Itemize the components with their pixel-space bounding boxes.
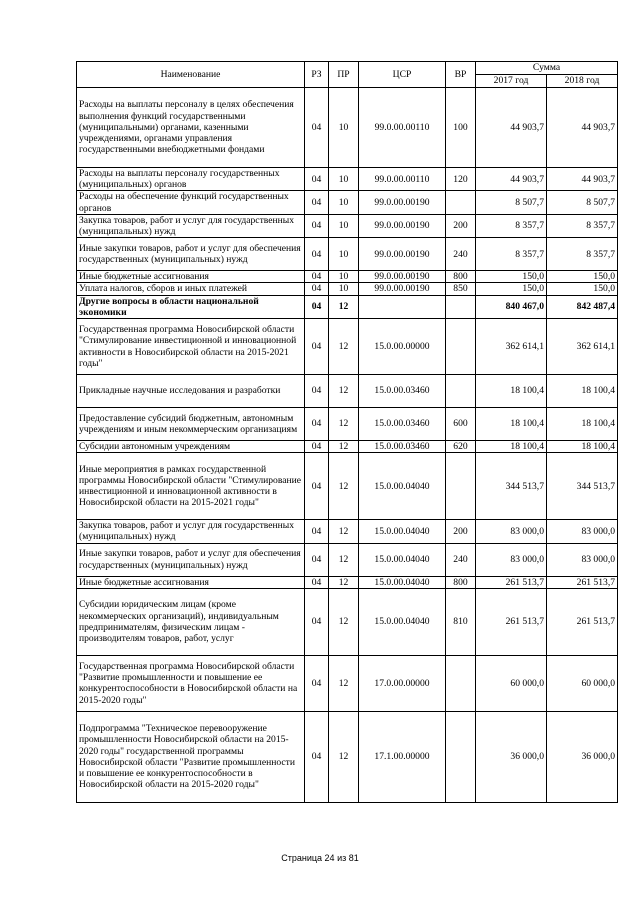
row-name-cell: Иные закупки товаров, работ и услуг для обеспечения государственных (муниципальных) нужд [77, 238, 305, 271]
table-row [77, 655, 618, 711]
row-csr-cell: 15.0.00.03460 [359, 375, 446, 408]
row-name-cell: Прикладные научные исследования и разработки [77, 375, 305, 408]
row-name-cell: Уплата налогов, сборов и иных платежей [77, 283, 305, 295]
table-row [77, 588, 618, 655]
row-amount-2017-cell: 18 100,4 [476, 375, 547, 408]
row-vr-cell: 120 [446, 168, 476, 191]
table-row [77, 168, 618, 191]
row-csr-cell: 15.0.00.03460 [359, 408, 446, 441]
row-rz-cell: 04 [305, 655, 329, 711]
row-amount-2017-cell: 44 903,7 [476, 88, 547, 168]
header-year-2018: 2018 год [547, 75, 618, 88]
row-amount-2018-cell: 44 903,7 [547, 168, 618, 191]
row-amount-2018-cell: 261 513,7 [547, 576, 618, 588]
row-vr-cell [446, 711, 476, 802]
row-name-cell: Государственная программа Новосибирской области "Стимулирование инвестиционной и инновационной активности в Новосибирской области на 2015-2021 годы" [77, 319, 305, 375]
table-row [77, 375, 618, 408]
row-vr-cell: 810 [446, 588, 476, 655]
row-amount-2018-cell: 842 487,4 [547, 295, 618, 318]
row-rz-cell: 04 [305, 375, 329, 408]
row-amount-2017-cell: 150,0 [476, 271, 547, 283]
table-row [77, 214, 618, 237]
row-pr-cell: 12 [329, 576, 359, 588]
row-name-cell: Иные бюджетные ассигнования [77, 576, 305, 588]
row-vr-cell [446, 453, 476, 520]
row-vr-cell: 200 [446, 520, 476, 543]
row-csr-cell: 17.1.00.00000 [359, 711, 446, 802]
row-vr-cell: 620 [446, 441, 476, 453]
row-vr-cell: 240 [446, 543, 476, 576]
row-vr-cell: 800 [446, 271, 476, 283]
row-amount-2017-cell: 83 000,0 [476, 520, 547, 543]
table-row [77, 453, 618, 520]
row-pr-cell: 10 [329, 191, 359, 214]
row-amount-2018-cell: 150,0 [547, 283, 618, 295]
row-amount-2017-cell: 344 513,7 [476, 453, 547, 520]
table-row [77, 520, 618, 543]
row-amount-2017-cell: 36 000,0 [476, 711, 547, 802]
row-rz-cell: 04 [305, 520, 329, 543]
row-amount-2018-cell: 18 100,4 [547, 441, 618, 453]
header-rz: РЗ [305, 62, 329, 88]
row-pr-cell: 10 [329, 238, 359, 271]
row-csr-cell: 15.0.00.04040 [359, 453, 446, 520]
row-csr-cell: 99.0.00.00110 [359, 168, 446, 191]
row-vr-cell: 240 [446, 238, 476, 271]
row-pr-cell: 12 [329, 319, 359, 375]
row-rz-cell: 04 [305, 441, 329, 453]
row-csr-cell: 99.0.00.00110 [359, 88, 446, 168]
row-name-cell: Закупка товаров, работ и услуг для государственных (муниципальных) нужд [77, 214, 305, 237]
row-amount-2018-cell: 261 513,7 [547, 588, 618, 655]
row-csr-cell: 15.0.00.04040 [359, 543, 446, 576]
row-amount-2017-cell: 18 100,4 [476, 441, 547, 453]
row-pr-cell: 10 [329, 271, 359, 283]
row-name-cell: Иные закупки товаров, работ и услуг для обеспечения государственных (муниципальных) нужд [77, 543, 305, 576]
row-name-cell: Расходы на выплаты персоналу государственных (муниципальных) органов [77, 168, 305, 191]
row-name-cell: Иные бюджетные ассигнования [77, 271, 305, 283]
row-amount-2018-cell: 83 000,0 [547, 520, 618, 543]
row-amount-2017-cell: 8 357,7 [476, 214, 547, 237]
row-amount-2017-cell: 150,0 [476, 283, 547, 295]
row-name-cell: Расходы на обеспечение функций государственных органов [77, 191, 305, 214]
row-amount-2018-cell: 344 513,7 [547, 453, 618, 520]
row-name-cell: Субсидии юридическим лицам (кроме некоммерческих организаций), индивидуальным предпринимателям, физическим лицам - производителям товаров, работ, услуг [77, 588, 305, 655]
row-name-cell: Предоставление субсидий бюджетным, автономным учреждениям и иным некоммерческим организациям [77, 408, 305, 441]
row-amount-2017-cell: 83 000,0 [476, 543, 547, 576]
row-vr-cell: 850 [446, 283, 476, 295]
row-csr-cell: 99.0.00.00190 [359, 214, 446, 237]
row-amount-2018-cell: 18 100,4 [547, 408, 618, 441]
row-vr-cell [446, 191, 476, 214]
row-amount-2017-cell: 44 903,7 [476, 168, 547, 191]
row-csr-cell: 99.0.00.00190 [359, 191, 446, 214]
table-row [77, 88, 618, 168]
budget-table [76, 61, 618, 803]
row-amount-2018-cell: 44 903,7 [547, 88, 618, 168]
row-rz-cell: 04 [305, 283, 329, 295]
row-rz-cell: 04 [305, 214, 329, 237]
row-csr-cell: 15.0.00.04040 [359, 576, 446, 588]
row-pr-cell: 10 [329, 168, 359, 191]
row-rz-cell: 04 [305, 168, 329, 191]
row-csr-cell: 15.0.00.04040 [359, 520, 446, 543]
row-pr-cell: 12 [329, 543, 359, 576]
row-amount-2017-cell: 60 000,0 [476, 655, 547, 711]
row-pr-cell: 10 [329, 283, 359, 295]
row-csr-cell: 99.0.00.00190 [359, 238, 446, 271]
row-pr-cell: 12 [329, 520, 359, 543]
row-pr-cell: 10 [329, 88, 359, 168]
row-csr-cell: 15.0.00.00000 [359, 319, 446, 375]
row-amount-2018-cell: 18 100,4 [547, 375, 618, 408]
row-amount-2018-cell: 8 507,7 [547, 191, 618, 214]
table-row [77, 319, 618, 375]
row-rz-cell: 04 [305, 711, 329, 802]
row-vr-cell [446, 375, 476, 408]
table-row [77, 271, 618, 283]
row-pr-cell: 12 [329, 441, 359, 453]
row-name-cell: Иные мероприятия в рамках государственной программы Новосибирской области "Стимулирование инвестиционной и инновационной активности в Новосибирской области на 2015-2021 годы" [77, 453, 305, 520]
row-csr-cell: 99.0.00.00190 [359, 283, 446, 295]
row-rz-cell: 04 [305, 576, 329, 588]
row-vr-cell [446, 655, 476, 711]
row-vr-cell: 800 [446, 576, 476, 588]
row-amount-2018-cell: 362 614,1 [547, 319, 618, 375]
row-name-cell: Другие вопросы в области национальной экономики [77, 295, 305, 318]
row-pr-cell: 12 [329, 655, 359, 711]
row-pr-cell: 10 [329, 214, 359, 237]
row-csr-cell: 15.0.00.04040 [359, 588, 446, 655]
header-pr: ПР [329, 62, 359, 88]
row-vr-cell: 600 [446, 408, 476, 441]
row-csr-cell: 17.0.00.00000 [359, 655, 446, 711]
table-row [77, 408, 618, 441]
row-rz-cell: 04 [305, 191, 329, 214]
row-name-cell: Закупка товаров, работ и услуг для государственных (муниципальных) нужд [77, 520, 305, 543]
row-amount-2017-cell: 18 100,4 [476, 408, 547, 441]
row-pr-cell: 12 [329, 375, 359, 408]
page-number: Страница 24 из 81 [281, 853, 359, 863]
row-name-cell: Расходы на выплаты персоналу в целях обеспечения выполнения функций государственными (муниципальными) органами, казенными учреждениями, органами управления государственными внебюджетными фондами [77, 88, 305, 168]
row-rz-cell: 04 [305, 408, 329, 441]
row-amount-2017-cell: 8 357,7 [476, 238, 547, 271]
row-pr-cell: 12 [329, 711, 359, 802]
row-pr-cell: 12 [329, 588, 359, 655]
row-csr-cell: 15.0.00.03460 [359, 441, 446, 453]
header-vr: ВР [446, 62, 476, 88]
row-pr-cell: 12 [329, 295, 359, 318]
table-row [77, 441, 618, 453]
row-name-cell: Подпрограмма "Техническое перевооружение промышленности Новосибирской области на 2015-2020 годы" государственной программы Новосибирской области "Развитие промышленности и повышение ее конкурентоспособности в Новосибирской области на 2015-2020 годы" [77, 711, 305, 802]
row-rz-cell: 04 [305, 271, 329, 283]
row-csr-cell: 99.0.00.00190 [359, 271, 446, 283]
row-name-cell: Субсидии автономным учреждениям [77, 441, 305, 453]
row-amount-2017-cell: 261 513,7 [476, 576, 547, 588]
row-rz-cell: 04 [305, 543, 329, 576]
row-vr-cell [446, 319, 476, 375]
row-vr-cell: 200 [446, 214, 476, 237]
table-row [77, 295, 618, 318]
row-amount-2017-cell: 261 513,7 [476, 588, 547, 655]
row-rz-cell: 04 [305, 295, 329, 318]
row-rz-cell: 04 [305, 319, 329, 375]
row-amount-2017-cell: 362 614,1 [476, 319, 547, 375]
table-row [77, 576, 618, 588]
table-row [77, 238, 618, 271]
row-amount-2018-cell: 150,0 [547, 271, 618, 283]
table-row [77, 283, 618, 295]
row-amount-2018-cell: 8 357,7 [547, 214, 618, 237]
row-amount-2018-cell: 8 357,7 [547, 238, 618, 271]
row-amount-2018-cell: 60 000,0 [547, 655, 618, 711]
header-name: Наименование [77, 62, 305, 88]
row-vr-cell: 100 [446, 88, 476, 168]
row-pr-cell: 12 [329, 453, 359, 520]
row-amount-2018-cell: 36 000,0 [547, 711, 618, 802]
row-rz-cell: 04 [305, 588, 329, 655]
row-pr-cell: 12 [329, 408, 359, 441]
row-amount-2017-cell: 8 507,7 [476, 191, 547, 214]
row-name-cell: Государственная программа Новосибирской области "Развитие промышленности и повышение ее конкурентоспособности в Новосибирской области на 2015-2020 годы" [77, 655, 305, 711]
row-amount-2017-cell: 840 467,0 [476, 295, 547, 318]
row-rz-cell: 04 [305, 453, 329, 520]
table-row [77, 191, 618, 214]
table-row [77, 543, 618, 576]
row-vr-cell [446, 295, 476, 318]
header-year-2017: 2017 год [476, 75, 547, 88]
row-rz-cell: 04 [305, 88, 329, 168]
row-amount-2018-cell: 83 000,0 [547, 543, 618, 576]
header-csr: ЦСР [359, 62, 446, 88]
row-rz-cell: 04 [305, 238, 329, 271]
header-sum: Сумма [476, 62, 618, 75]
table-row [77, 711, 618, 802]
row-csr-cell [359, 295, 446, 318]
